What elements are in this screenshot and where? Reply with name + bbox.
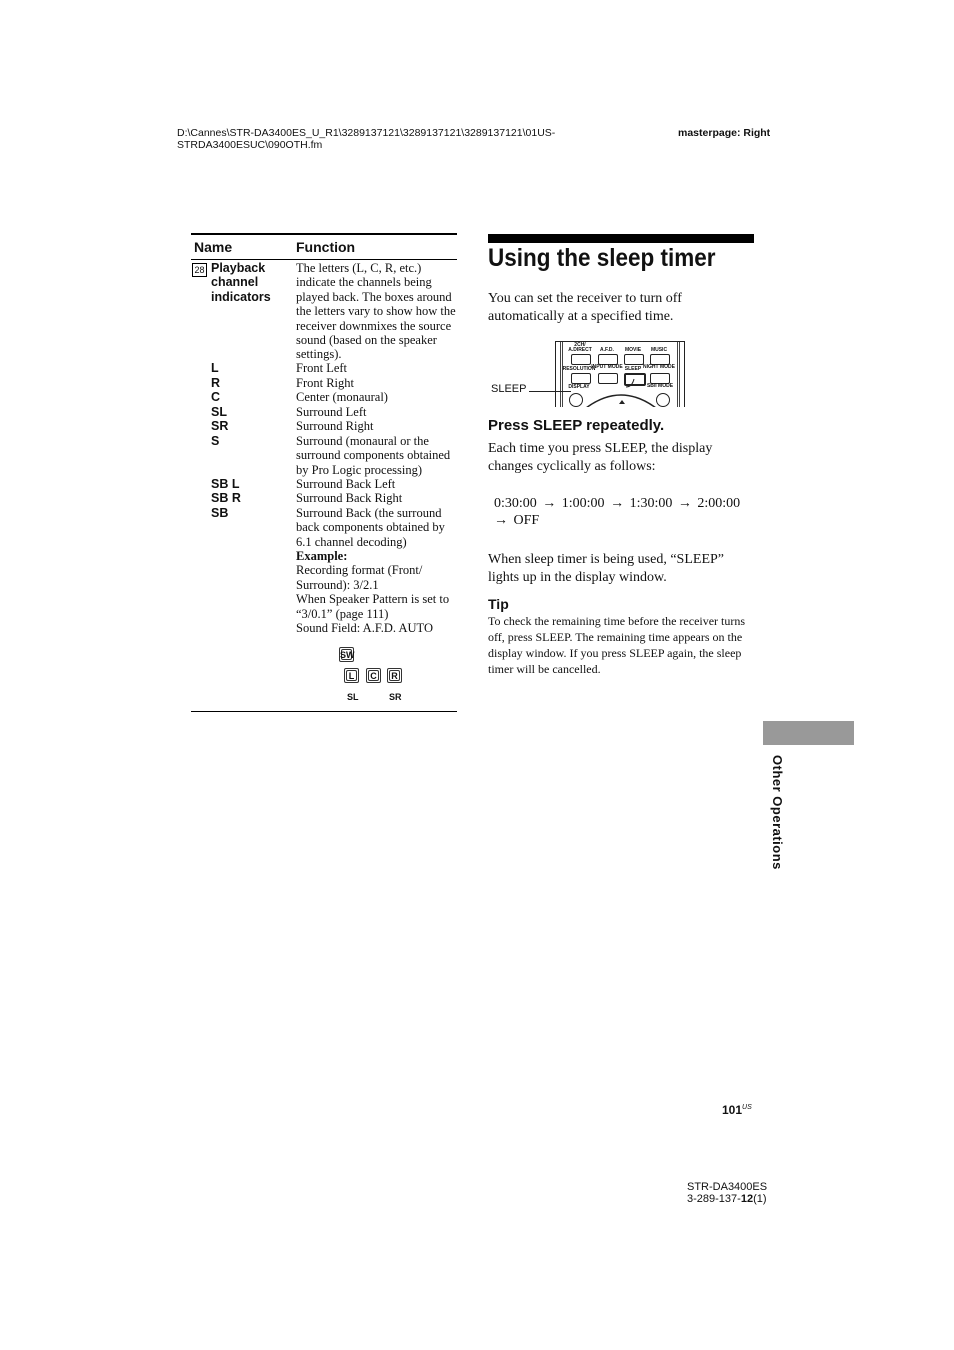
item-description: The letters (L, C, R, etc.) indicate the channels being played back. The boxes around the letters vary to show how the receiver downmixes the source sound (based on the speaker settings).	[296, 261, 456, 362]
row-func: Front Right	[296, 376, 354, 390]
file-path-line2: STRDA3400ESUC\090OTH.fm	[177, 139, 323, 151]
row-name: SB R	[211, 491, 241, 505]
remote-illustration	[555, 341, 685, 407]
example-line3: Sound Field: A.F.D. AUTO	[296, 621, 433, 636]
table-header	[191, 235, 457, 260]
sleep-callout-line	[529, 391, 571, 392]
function-table	[191, 233, 457, 713]
row-func: Surround (monaural or the surround components obtained by Pro Logic processing)	[296, 434, 451, 477]
row-name: SL	[211, 405, 227, 419]
row-name: C	[211, 390, 221, 404]
row-func: Surround Back (the surround back components obtained by 6.1 channel decoding)	[296, 506, 445, 549]
remote-label-night-mode: NIGHT MODE	[643, 364, 675, 370]
col-function-header: Function	[296, 239, 356, 255]
item-name-line2: channel	[211, 275, 259, 290]
remote-label-display: DISPLAY	[568, 384, 590, 390]
row-func: Front Left	[296, 361, 348, 375]
indicator-r: R	[387, 668, 402, 683]
status-text: When sleep timer is being used, “SLEEP” lights up in the display window.	[488, 552, 724, 585]
remote-label-resolution: RESOLUTION	[562, 366, 596, 372]
tip-heading: Tip	[488, 596, 509, 612]
example-line2: When Speaker Pattern is set to “3/0.1” (page 111)	[296, 592, 450, 621]
page-number	[722, 1103, 752, 1117]
item-name-line1: Playback	[211, 261, 266, 275]
cycle-value: 1:30:00	[629, 496, 673, 511]
file-path-line1: D:\Cannes\STR-DA3400ES_U_R1\3289137121\3289137121\3289137121\01US-	[177, 127, 556, 139]
example-label: Example:	[296, 549, 348, 563]
page-region: US	[742, 1104, 752, 1111]
row-func: Surround Back Left	[296, 477, 396, 491]
cycle-sequence	[494, 495, 759, 529]
arrow-icon: →	[542, 496, 557, 511]
remote-label-sleep: SLEEP	[624, 366, 642, 372]
row-func: Center (monaural)	[296, 390, 388, 404]
cycle-value: OFF	[513, 513, 540, 528]
arrow-icon: →	[610, 496, 625, 511]
model-name: STR-DA3400ES	[687, 1181, 768, 1193]
indicator-c: C	[366, 668, 381, 683]
row-name: R	[211, 376, 221, 390]
remote-label-input-mode: INPUT MODE	[591, 364, 623, 370]
intro-text: You can set the receiver to turn off automatically at a specified time.	[488, 291, 682, 324]
file-path-header	[177, 127, 555, 151]
item-name	[211, 261, 271, 304]
sleep-callout-label: SLEEP	[491, 383, 527, 395]
indicator-sr: SR	[389, 692, 402, 702]
page-number-value: 101	[722, 1103, 743, 1117]
row-name: SB	[211, 506, 229, 520]
tip-text: To check the remaining time before the receiver turns off, press SLEEP. The remaining time appears on the display window. If you press SLEEP again, the sleep timer will be cancelled.	[488, 614, 746, 676]
model-info	[687, 1181, 767, 1205]
indicator-sl: SL	[347, 692, 359, 702]
side-tab-label: Other Operations	[770, 755, 785, 870]
masterpage-label: masterpage: Right	[678, 127, 771, 139]
row-func: Surround Left	[296, 405, 367, 419]
remote-label-movie: MOVIE	[624, 347, 642, 353]
cycle-value: 0:30:00	[494, 496, 537, 511]
cycle-value: 2:00:00	[697, 496, 741, 511]
remote-label-2ch: 2CH/	[574, 342, 586, 348]
example-line1: Recording format (Front/ Surround): 3/2.1	[296, 563, 423, 592]
indicator-sw: SW	[339, 647, 354, 662]
indicator-l: L	[344, 668, 359, 683]
table-bottom-rule	[191, 711, 457, 712]
arrow-icon: →	[677, 496, 692, 511]
remote-label-sb-mode: SB/I MODE	[646, 383, 674, 389]
item-number: 28	[192, 263, 207, 277]
remote-label-afd: A.F.D.	[600, 347, 614, 353]
row-name: SB L	[211, 477, 240, 491]
remote-label-music: MUSIC	[650, 347, 668, 353]
step-description: Each time you press SLEEP, the display changes cyclically as follows:	[488, 441, 713, 474]
item-name-line3: indicators	[211, 289, 271, 304]
col-name-header: Name	[194, 239, 233, 255]
row-func: Surround Back Right	[296, 491, 403, 505]
remote-dpad-arc	[556, 342, 685, 407]
row-func: Surround Right	[296, 419, 374, 433]
arrow-icon: →	[494, 513, 508, 528]
step-heading: Press SLEEP repeatedly.	[488, 417, 665, 434]
example-text	[296, 549, 456, 635]
row-name: L	[211, 361, 219, 375]
model-code: 3-289-137-12(1)	[687, 1193, 767, 1205]
title-bar	[488, 234, 754, 243]
remote-label-adirect: A.DIRECT	[568, 347, 592, 353]
section-title: Using the sleep timer	[488, 244, 716, 272]
row-name: SR	[211, 419, 229, 433]
section-tab-marker	[763, 721, 854, 745]
cycle-value: 1:00:00	[561, 496, 605, 511]
row-name: S	[211, 434, 220, 448]
